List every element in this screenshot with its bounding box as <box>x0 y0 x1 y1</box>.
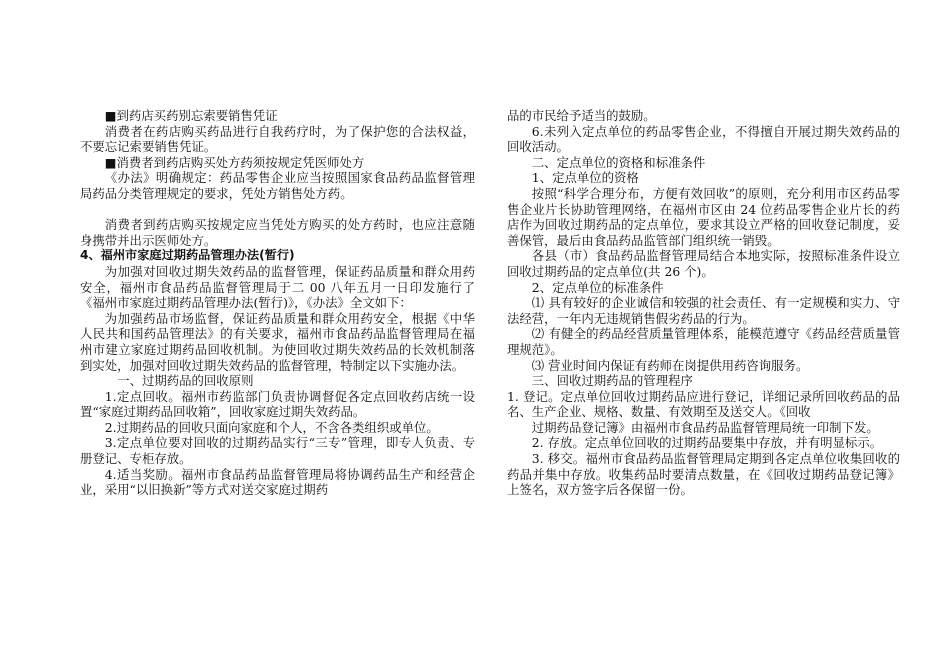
paragraph-standard-1: ⑴ 具有较好的企业诚信和较强的社会责任、有一定规模和实力、守法经营，一年内无违规销售假劣药品的行为。 <box>507 295 900 326</box>
paragraph-rule-4: 4.适当奖励。福州市食品药品监督管理局将协调药品生产和经营企业，采用“以旧换新”等方式对送交家庭过期药 <box>80 466 475 498</box>
paragraph-counties: 各县（市）食品药品监督管理局结合本地实际，按照标准条件设立回收过期药品的定点单位(共 26 个)。 <box>507 248 900 279</box>
paragraph-rule-1: 1.定点回收。福州市药监部门负责协调督促各定点回收药店统一设置“家庭过期药品回收箱”，回收家庭过期失效药品。 <box>80 388 475 420</box>
section-heading-4: 4、福州市家庭过期药品管理办法(暂行) <box>80 248 295 263</box>
paragraph-standard-2: ⑵ 有健全的药品经营质量管理体系，能模范遵守《药品经营质量管理规范》。 <box>507 326 900 357</box>
paragraph-prescription-rule: 《办法》明确规定：药品零售企业应当按照国家食品药品监督管理局药品分类管理规定的要求，凭处方销售处方药。 <box>80 170 475 201</box>
paragraph-prescription-carry: 消费者到药店购买按规定应当凭处方购买的处方药时，也应注意随身携带并出示医师处方。 <box>80 217 475 248</box>
paragraph-registration: 1. 登记。定点单位回收过期药品应进行登记，详细记录所回收药品的品名、生产企业、规格、数量、有效期至及送交人。《回收 <box>507 388 900 420</box>
paragraph-rule-6: 6.未列入定点单位的药品零售企业，不得擅自开展过期失效药品的回收活动。 <box>507 123 900 155</box>
subheading-standards: 2、定点单位的标准条件 <box>531 279 664 295</box>
paragraph-transfer: 3. 移交。福州市食品药品监督管理局定期到各定点单位收集回收的药品并集中存放。收集药品时要清点数量，在《回收过期药品登记簿》上签名，双方签字后各保留一份。 <box>507 451 900 498</box>
paragraph-standard-3: ⑶ 营业时间内保证有药师在岗提供用药咨询服务。 <box>531 357 809 373</box>
paragraph-receipt: 消费者在药店购买药品进行自我药疗时，为了保护您的合法权益，不要忘记索要销售凭证。 <box>80 123 475 155</box>
blank-line <box>80 202 475 218</box>
bullet-heading-receipt: ■到药店买药别忘索要销售凭证 <box>104 108 278 123</box>
bullet-heading-prescription: ■消费者到药店购买处方药须按规定凭医师处方 <box>104 154 365 170</box>
paragraph-purpose: 为加强药品市场监督，保证药品质量和群众用药安全，根据《中华人民共和国药品管理法》的有关要求，福州市食品药品监督管理局在福州市建立家庭过期药品回收机制。为使回收过期失效药品的长效机制落到实处，加强对回收过期失效药品的监督管理，特制定以下实施办法。 <box>80 310 475 373</box>
paragraph-continued: 品的市民给予适当的鼓励。 <box>507 108 656 123</box>
left-column <box>80 108 475 498</box>
paragraph-storage: 2. 存放。定点单位回收的过期药品要集中存放，并有明显标示。 <box>531 435 883 451</box>
paragraph-intro: 为加强对回收过期失效药品的监督管理，保证药品质量和群众用药安全，福州市食品药品监督管理局于二 00 八年五月一日印发施行了《福州市家庭过期药品管理办法(暂行)》，《办法》全文如下： <box>80 263 475 311</box>
paragraph-rule-3: 3.定点单位要对回收的过期药品实行“三专”管理，即专人负责、专册登记、专柜存放。 <box>80 435 475 467</box>
subheading-principles: 一、过期药品的回收原则 <box>117 373 254 389</box>
paragraph-distribution: 按照“科学合理分布，方便有效回收”的原则，充分利用市区药品零售企业片长协助管理网络，在福州市区由 24 位药品零售企业片长的药店作为回收过期药品的定点单位，要求其设立严格的回收登记制度，妥善保管，最后由食品药品监管部门组织统一销毁。 <box>507 185 900 248</box>
right-column <box>507 108 900 498</box>
subheading-procedures: 三、回收过期药品的管理程序 <box>531 373 693 389</box>
subheading-qualification-1: 1、定点单位的资格 <box>531 170 639 186</box>
paragraph-rule-2: 2.过期药品的回收只面向家庭和个人，不含各类组织或单位。 <box>104 419 439 435</box>
paragraph-register-book: 过期药品登记簿》由福州市食品药品监督管理局统一印制下发。 <box>531 419 879 435</box>
subheading-qualifications: 二、定点单位的资格和标准条件 <box>531 154 706 170</box>
